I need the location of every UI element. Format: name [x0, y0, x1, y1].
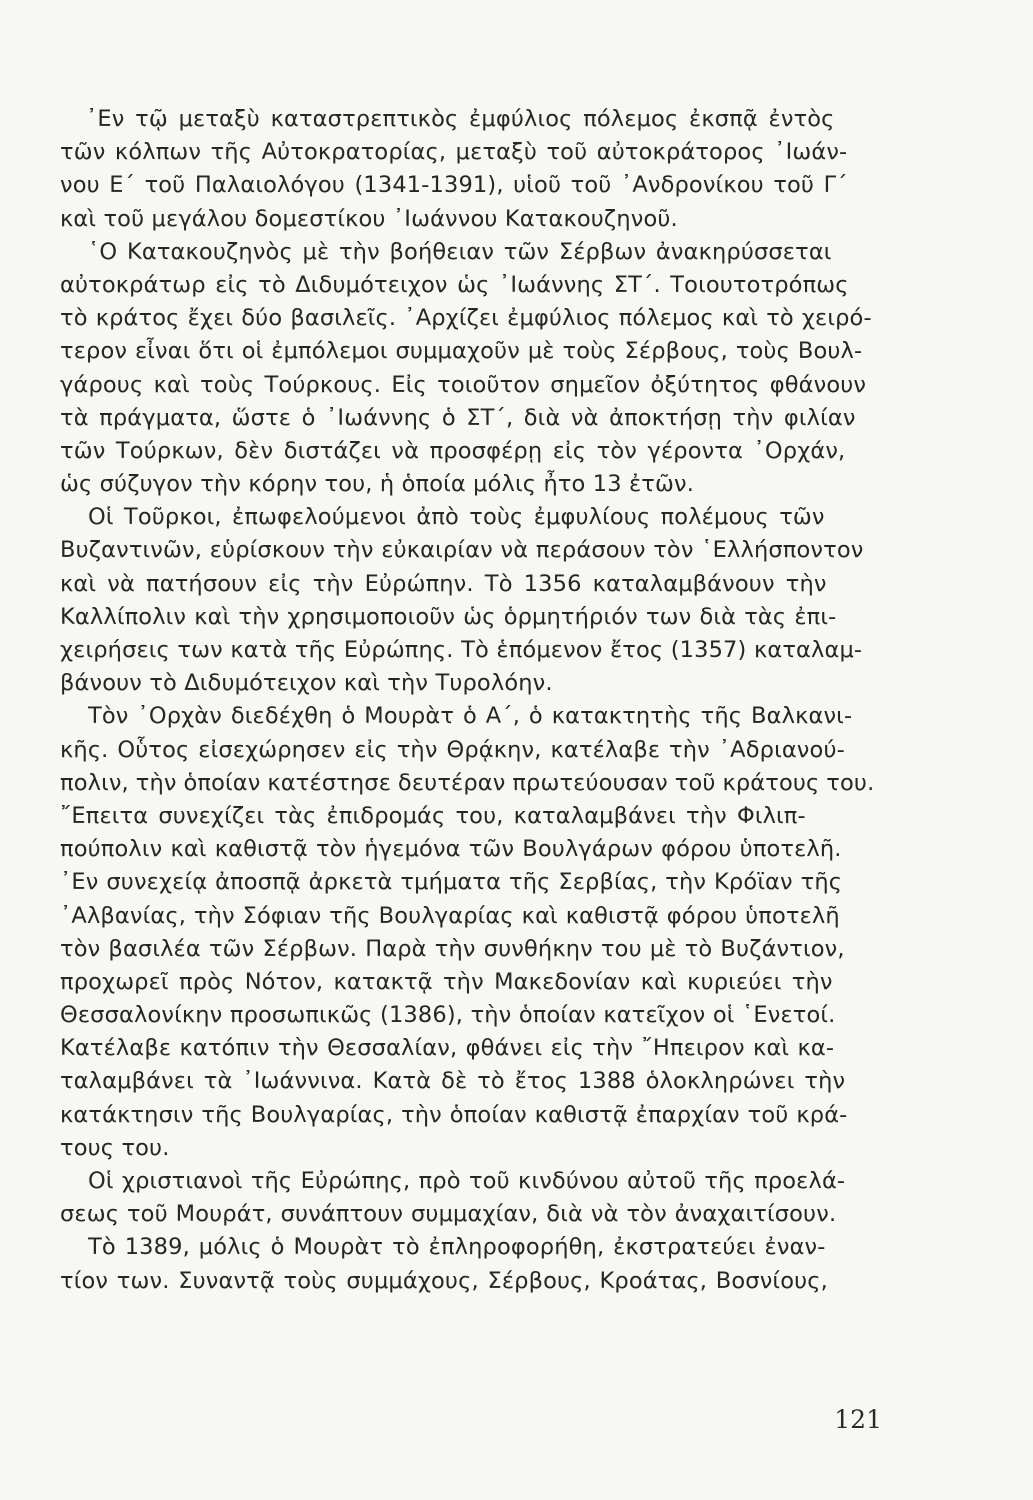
text-line: ὡς σύζυγον τὴν κόρην του, ἡ ὁποία μόλις ἦτο 13 ἐτῶν. [60, 471, 695, 498]
text-line: σεως τοῦ Μουράτ, συνάπτουν συμμαχίαν, διὰ νὰ τὸν ἀναχαιτίσουν. [60, 1201, 837, 1228]
text-line: Θεσσαλονίκην προσωπικῶς (1386), τὴν ὁποίαν κατεῖχον οἱ ῾Ενετοί. [60, 1002, 836, 1029]
body-text [60, 103, 890, 1298]
text-line: Οἱ Τοῦρκοι, ἐπωφελούμενοι ἀπὸ τοὺς ἐμφυλίους πολέμους τῶν [88, 504, 825, 531]
text-line: Κατέλαβε κατόπιν τὴν Θεσσαλίαν, φθάνει εἰς τὴν ῎Ηπειρον καὶ κα- [60, 1035, 835, 1062]
text-line: πολιν, τὴν ὁποίαν κατέστησε δευτέραν πρωτεύουσαν τοῦ κράτους του. [60, 769, 875, 796]
text-line: ᾿Αλβανίας, τὴν Σόφιαν τῆς Βουλγαρίας καὶ καθιστᾷ φόρου ὑποτελῆ [60, 902, 840, 929]
text-line: Καλλίπολιν καὶ τὴν χρησιμοποιοῦν ὡς ὁρμητήριόν των διὰ τὰς ἐπι- [60, 603, 837, 630]
text-line: καὶ τοῦ μεγάλου δομεστίκου ᾿Ιωάννου Κατακουζηνοῦ. [60, 205, 678, 232]
text-line: γάρους καὶ τοὺς Τούρκους. Εἰς τοιοῦτον σημεῖον ὀξύτητος φθάνουν [60, 371, 867, 398]
text-line: τους του. [60, 1134, 170, 1161]
text-line: χειρήσεις των κατὰ τῆς Εὐρώπης. Τὸ ἑπόμενον ἔτος (1357) καταλαμ- [60, 637, 863, 663]
text-line: βάνουν τὸ Διδυμότειχον καὶ τὴν Τυρολόην. [60, 670, 553, 697]
text-line: τῶν Τούρκων, δὲν διστάζει νὰ προσφέρῃ εἰς τὸν γέροντα ᾿Ορχάν, [60, 437, 846, 464]
text-line: ῎Επειτα συνεχίζει τὰς ἐπιδρομάς του, καταλαμβάνει τὴν Φιλιπ- [60, 802, 806, 829]
page-number: 121 [834, 1405, 882, 1434]
text-line: Οἱ χριστιανοὶ τῆς Εὐρώπης, πρὸ τοῦ κινδύνου αὐτοῦ τῆς προελά- [88, 1168, 846, 1194]
text-line: κῆς. Οὗτος εἰσεχώρησεν εἰς τὴν Θρᾴκην, κατέλαβε τὴν ᾿Αδριανού- [60, 736, 845, 763]
text-line: προχωρεῖ πρὸς Νότον, κατακτᾷ τὴν Μακεδονίαν καὶ κυριεύει τὴν [60, 968, 833, 995]
text-line: ᾿Εν συνεχείᾳ ἀποσπᾷ ἀρκετὰ τμήματα τῆς Σερβίας, τὴν Κρόϊαν τῆς [60, 869, 843, 896]
text-line: τῶν κόλπων τῆς Αὐτοκρατορίας, μεταξὺ τοῦ αὐτοκράτορος ᾿Ιωάν- [60, 139, 848, 166]
text-line: νου Ε΄ τοῦ Παλαιολόγου (1341-1391), υἱοῦ τοῦ ᾿Ανδρονίκου τοῦ Γ΄ [60, 172, 848, 199]
text-line: τὰ πράγματα, ὥστε ὁ ᾿Ιωάννης ὁ ΣΤ΄, διὰ νὰ ἀποκτήσῃ τὴν φιλίαν [60, 404, 856, 431]
text-line: τίον των. Συναντᾷ τοὺς συμμάχους, Σέρβους, Κροάτας, Βοσνίους, [60, 1267, 828, 1294]
text-line: κατάκτησιν τῆς Βουλγαρίας, τὴν ὁποίαν καθιστᾷ ἐπαρχίαν τοῦ κρά- [60, 1101, 848, 1128]
text-line: αὐτοκράτωρ εἰς τὸ Διδυμότειχον ὡς ᾿Ιωάννης ΣΤ΄. Τοιουτοτρόπως [60, 271, 849, 298]
text-line: τερον εἶναι ὅτι οἱ ἐμπόλεμοι συμμαχοῦν μὲ τοὺς Σέρβους, τοὺς Βουλ- [60, 338, 863, 365]
text-line: Τὸν ᾿Ορχὰν διεδέχθη ὁ Μουρὰτ ὁ Α΄, ὁ κατακτητὴς τῆς Βαλκανι- [88, 703, 853, 730]
text-line: τὸν βασιλέα τῶν Σέρβων. Παρὰ τὴν συνθήκην του μὲ τὸ Βυζάντιον, [60, 935, 845, 962]
text-line: Τὸ 1389, μόλις ὁ Μουρὰτ τὸ ἐπληροφορήθη, ἐκστρατεύει ἐναν- [88, 1234, 826, 1261]
text-line: ᾿Εν τῷ μεταξὺ καταστρεπτικὸς ἐμφύλιος πόλεμος ἐκσπᾷ ἐντὸς [86, 106, 835, 132]
text-line: ῾Ο Κατακουζηνὸς μὲ τὴν βοήθειαν τῶν Σέρβων ἀνακηρύσσεται [88, 238, 832, 265]
text-line: ταλαμβάνει τὰ ᾿Ιωάννινα. Κατὰ δὲ τὸ ἔτος 1388 ὁλοκληρώνει τὴν [60, 1068, 846, 1095]
text-line: τὸ κράτος ἔχει δύο βασιλεῖς. ᾿Αρχίζει ἐμφύλιος πόλεμος καὶ τὸ χειρό- [60, 305, 872, 332]
text-line: Βυζαντινῶν, εὑρίσκουν τὴν εὐκαιρίαν νὰ περάσουν τὸν ῾Ελλήσποντον [60, 537, 864, 564]
text-line: καὶ νὰ πατήσουν εἰς τὴν Εὐρώπην. Τὸ 1356 καταλαμβάνουν τὴν [60, 570, 827, 597]
text-line: πούπολιν καὶ καθιστᾷ τὸν ἡγεμόνα τῶν Βουλγάρων φόρου ὑποτελῆ. [60, 836, 842, 863]
